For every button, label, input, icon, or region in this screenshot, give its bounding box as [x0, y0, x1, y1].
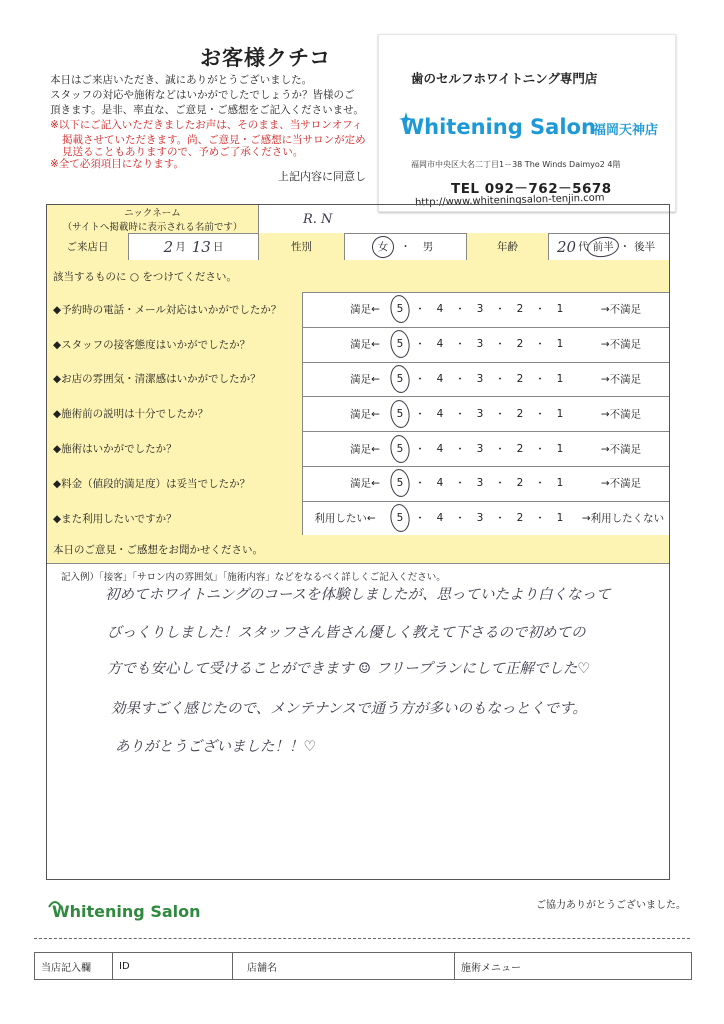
rating-option-5[interactable]: 5 [396, 303, 404, 316]
rating-option-5[interactable]: 5 [396, 477, 404, 490]
rating-option-4[interactable]: 4 [436, 303, 444, 316]
store-name-label: 店舗名 [247, 962, 277, 974]
rating-option-5[interactable]: 5 [396, 442, 404, 455]
reuse-option-2[interactable]: 2 [516, 512, 524, 524]
store-card [378, 34, 676, 212]
rating-option-3[interactable]: 3 [476, 407, 484, 420]
nickname-label-main: ニックネーム [124, 208, 181, 219]
scale-separator: ・ [454, 338, 466, 351]
store-logo: Whitening Salon [401, 115, 596, 139]
scale-left-label: 満足← [350, 338, 380, 351]
reuse-option-4[interactable]: 4 [436, 512, 444, 524]
store-address: 福岡市中央区大名二丁目1－38 The Winds Daimyo2 4階 [411, 160, 621, 169]
scale-separator: ・ [454, 373, 466, 386]
question-row [47, 327, 669, 363]
nickname-row [47, 205, 669, 234]
scale-separator: ・ [414, 303, 426, 316]
question-text: ◆予約時の電話・メール対応はいかがでしたか？ [47, 292, 303, 327]
age-value: 20 [557, 237, 577, 256]
comment-line-2: びっくりしました！スタッフさん皆さん優しく教えて下さるので初めての [107, 625, 586, 641]
comment-example: 記入例）「接客」「サロン内の雰囲気」「施術内容」などをなるべく詳しくご記入ください。 [61, 572, 446, 583]
survey-title: お客様クチコ [200, 46, 332, 70]
scale-separator: ・ [534, 303, 546, 316]
selected-rating-circle [389, 433, 412, 463]
gender-selected-circle [371, 234, 396, 259]
profile-row [47, 233, 669, 261]
scale-separator: ・ [494, 373, 506, 386]
age-separator: ・ [619, 241, 631, 253]
scale-separator: ・ [454, 443, 466, 456]
instruction-row [47, 260, 669, 293]
scale-left-label: 満足← [350, 477, 380, 490]
rating-option-3[interactable]: 3 [476, 372, 484, 385]
question-text: ◆施術はいかがでしたか？ [47, 431, 303, 466]
nickname-label-note: （サイトへ掲載時に表示される名前です） [62, 222, 243, 233]
rating-option-2[interactable]: 2 [516, 407, 524, 420]
cut-line [34, 938, 690, 939]
comment-header-row [47, 535, 669, 564]
rating-option-4[interactable]: 4 [436, 338, 444, 351]
scale-separator: ・ [494, 512, 506, 525]
instruction-text: 該当するものに ○ をつけてください。 [53, 270, 237, 283]
selected-rating-circle [389, 468, 412, 498]
scale-separator: ・ [494, 443, 506, 456]
scale-separator: ・ [534, 338, 546, 351]
scale-separator: ・ [414, 443, 426, 456]
rating-option-1[interactable]: 1 [556, 442, 564, 455]
scale-separator: ・ [414, 477, 426, 490]
scale-separator: ・ [534, 512, 546, 525]
reuse-option-3[interactable]: 3 [476, 512, 484, 524]
rating-option-4[interactable]: 4 [436, 407, 444, 420]
gender-separator: ・ [400, 241, 411, 253]
rating-scale[interactable] [303, 431, 669, 466]
age-selected-circle [586, 234, 620, 258]
scale-separator: ・ [534, 408, 546, 421]
rating-option-3[interactable]: 3 [476, 477, 484, 490]
question-text: ◆スタッフの接客態度はいかがでしたか？ [47, 327, 303, 362]
rating-option-3[interactable]: 3 [476, 442, 484, 455]
gender-options[interactable] [345, 233, 467, 260]
store-name-field[interactable] [233, 953, 455, 979]
visit-month-value: 2 [163, 237, 174, 256]
rating-option-4[interactable]: 4 [436, 442, 444, 455]
rating-option-1[interactable]: 1 [556, 338, 564, 351]
notice-line-2: 掲載させていただきます。尚、ご意見・ご感想に当サロンが定め [62, 134, 366, 146]
scale-right-label: →不満足 [600, 477, 642, 490]
survey-form [46, 204, 670, 880]
store-url: http://www.whiteningsalon-tenjin.com [414, 192, 605, 209]
rating-option-3[interactable]: 3 [476, 338, 484, 351]
store-use-label: 当店記入欄 [35, 953, 113, 979]
scale-separator: ・ [494, 338, 506, 351]
day-unit: 日 [212, 241, 224, 253]
scale-right-label: →不満足 [600, 338, 642, 351]
age-options[interactable] [549, 233, 669, 260]
comment-line-5: ありがとうございました！！♡ [115, 739, 317, 755]
rating-scale[interactable] [303, 396, 669, 431]
scale-separator: ・ [414, 373, 426, 386]
selected-rating-circle [389, 294, 412, 324]
notice-line-4: ※全て必須項目になります。 [50, 158, 184, 170]
scale-separator: ・ [534, 443, 546, 456]
scale-separator: ・ [414, 512, 426, 525]
question-row [47, 431, 669, 467]
scale-left-label: 満足← [350, 443, 380, 456]
reuse-option-1[interactable]: 1 [556, 512, 564, 524]
rating-scale[interactable] [303, 466, 669, 501]
notice-line-3: 見送ることもありますので、予めご了承ください。 [62, 146, 304, 158]
gender-label: 性別 [259, 233, 345, 260]
scale-right-label: →不満足 [600, 408, 642, 421]
scale-separator: ・ [494, 408, 506, 421]
scale-right-label: →不満足 [600, 373, 642, 386]
month-unit: 月 [175, 241, 186, 253]
comment-line-4: 効果すごく感じたので、メンテナンスで通う方が多いのもなっとくです。 [111, 701, 587, 717]
age-second-half: 後半 [634, 241, 656, 253]
comment-line-3: 方でも安心して受けることができます ☺ フリープランにして正解でした♡ [107, 661, 591, 677]
scale-separator: ・ [454, 512, 466, 525]
reuse-left-label: 利用したい← [314, 512, 376, 525]
rating-option-1[interactable]: 1 [556, 303, 564, 316]
rating-scale[interactable] [303, 292, 669, 327]
question-row [47, 362, 669, 398]
rating-option-1[interactable]: 1 [556, 407, 564, 420]
age-unit: 代 [578, 241, 589, 253]
store-tagline: 歯のセルフホワイトニング専門店 [411, 71, 598, 86]
scale-left-label: 満足← [350, 408, 380, 421]
footer-logo: Whitening Salon [52, 902, 201, 921]
gender-female: 女 [378, 239, 389, 254]
rating-option-5[interactable]: 5 [396, 372, 404, 385]
selected-rating-circle [389, 399, 412, 429]
scale-left-label: 満足← [350, 303, 380, 316]
rating-option-3[interactable]: 3 [476, 303, 484, 316]
rating-option-2[interactable]: 2 [516, 303, 524, 316]
visit-date-label: ご来店日 [47, 233, 129, 260]
comment-label: 本日のご意見・ご感想をお聞かせください。 [53, 543, 263, 556]
rating-option-5[interactable]: 5 [396, 338, 404, 351]
comment-line-1: 初めてホワイトニングのコースを体験しましたが、思っていたより白くなって [105, 587, 611, 603]
scale-separator: ・ [414, 408, 426, 421]
scale-separator: ・ [534, 477, 546, 490]
question-text: ◆お店の雰囲気・清潔感はいかがでしたか？ [47, 362, 303, 397]
scale-separator: ・ [494, 303, 506, 316]
visit-day-value: 13 [191, 237, 211, 256]
scale-separator: ・ [454, 408, 466, 421]
age-first-half: 前半 [591, 239, 616, 254]
id-field[interactable] [113, 953, 233, 979]
reuse-selected-circle [389, 503, 412, 533]
id-label: ID [119, 960, 130, 972]
rating-scale[interactable] [303, 327, 669, 362]
scale-right-label: →不満足 [600, 443, 642, 456]
store-use-table [34, 952, 692, 980]
rating-option-2[interactable]: 2 [516, 477, 524, 490]
menu-label: 施術メニュー [461, 962, 521, 974]
scale-separator: ・ [454, 477, 466, 490]
rating-scale[interactable] [303, 362, 669, 397]
scale-left-label: 満足← [350, 373, 380, 386]
rating-option-2[interactable]: 2 [516, 442, 524, 455]
rating-option-2[interactable]: 2 [516, 338, 524, 351]
rating-option-4[interactable]: 4 [436, 477, 444, 490]
intro-line-2: スタッフの対応や施術などはいかがでしたでしょうか？皆様のご [50, 89, 355, 101]
reuse-right-label: →利用したくない [581, 512, 665, 525]
thanks-text: ご協力ありがとうございました。 [536, 900, 686, 911]
rating-option-1[interactable]: 1 [556, 477, 564, 490]
rating-option-2[interactable]: 2 [516, 372, 524, 385]
reuse-scale[interactable] [303, 501, 669, 535]
store-branch: 福岡天神店 [593, 123, 659, 138]
reuse-row [47, 501, 669, 536]
rating-option-1[interactable]: 1 [556, 372, 564, 385]
question-row [47, 466, 669, 502]
intro-line-1: 本日はご来店いただき、誠にありがとうございました。 [50, 74, 313, 86]
scale-separator: ・ [494, 477, 506, 490]
menu-field[interactable] [455, 953, 691, 979]
question-text: ◆施術前の説明は十分でしたか？ [47, 396, 303, 431]
agree-text: 上記内容に同意し [278, 170, 366, 183]
question-row [47, 292, 669, 328]
rating-option-4[interactable]: 4 [436, 372, 444, 385]
nickname-value[interactable]: R. N [303, 211, 333, 227]
question-text: ◆料金（値段的満足度）は妥当でしたか？ [47, 466, 303, 501]
age-label: 年齢 [467, 233, 549, 260]
reuse-option-5[interactable]: 5 [396, 512, 404, 524]
scale-right-label: →不満足 [600, 303, 642, 316]
selected-rating-circle [389, 329, 412, 359]
scale-separator: ・ [414, 338, 426, 351]
gender-male: 男 [422, 241, 434, 253]
intro-line-3: 頂きます。是非、率直な、ご意見・ご感想をご記入くださいませ。 [50, 104, 364, 116]
store-phone: TEL 092－762－5678 [451, 181, 612, 197]
rating-option-5[interactable]: 5 [396, 407, 404, 420]
scale-separator: ・ [534, 373, 546, 386]
selected-rating-circle [389, 364, 412, 394]
visit-date-value[interactable] [129, 233, 259, 260]
nickname-label [47, 205, 259, 233]
reuse-question: ◆また利用したいですか？ [47, 501, 303, 535]
scale-separator: ・ [454, 303, 466, 316]
notice-line-1: ※以下にご記入いただきましたお声は、そのまま、当サロンオフィ [50, 119, 363, 131]
question-row [47, 396, 669, 432]
